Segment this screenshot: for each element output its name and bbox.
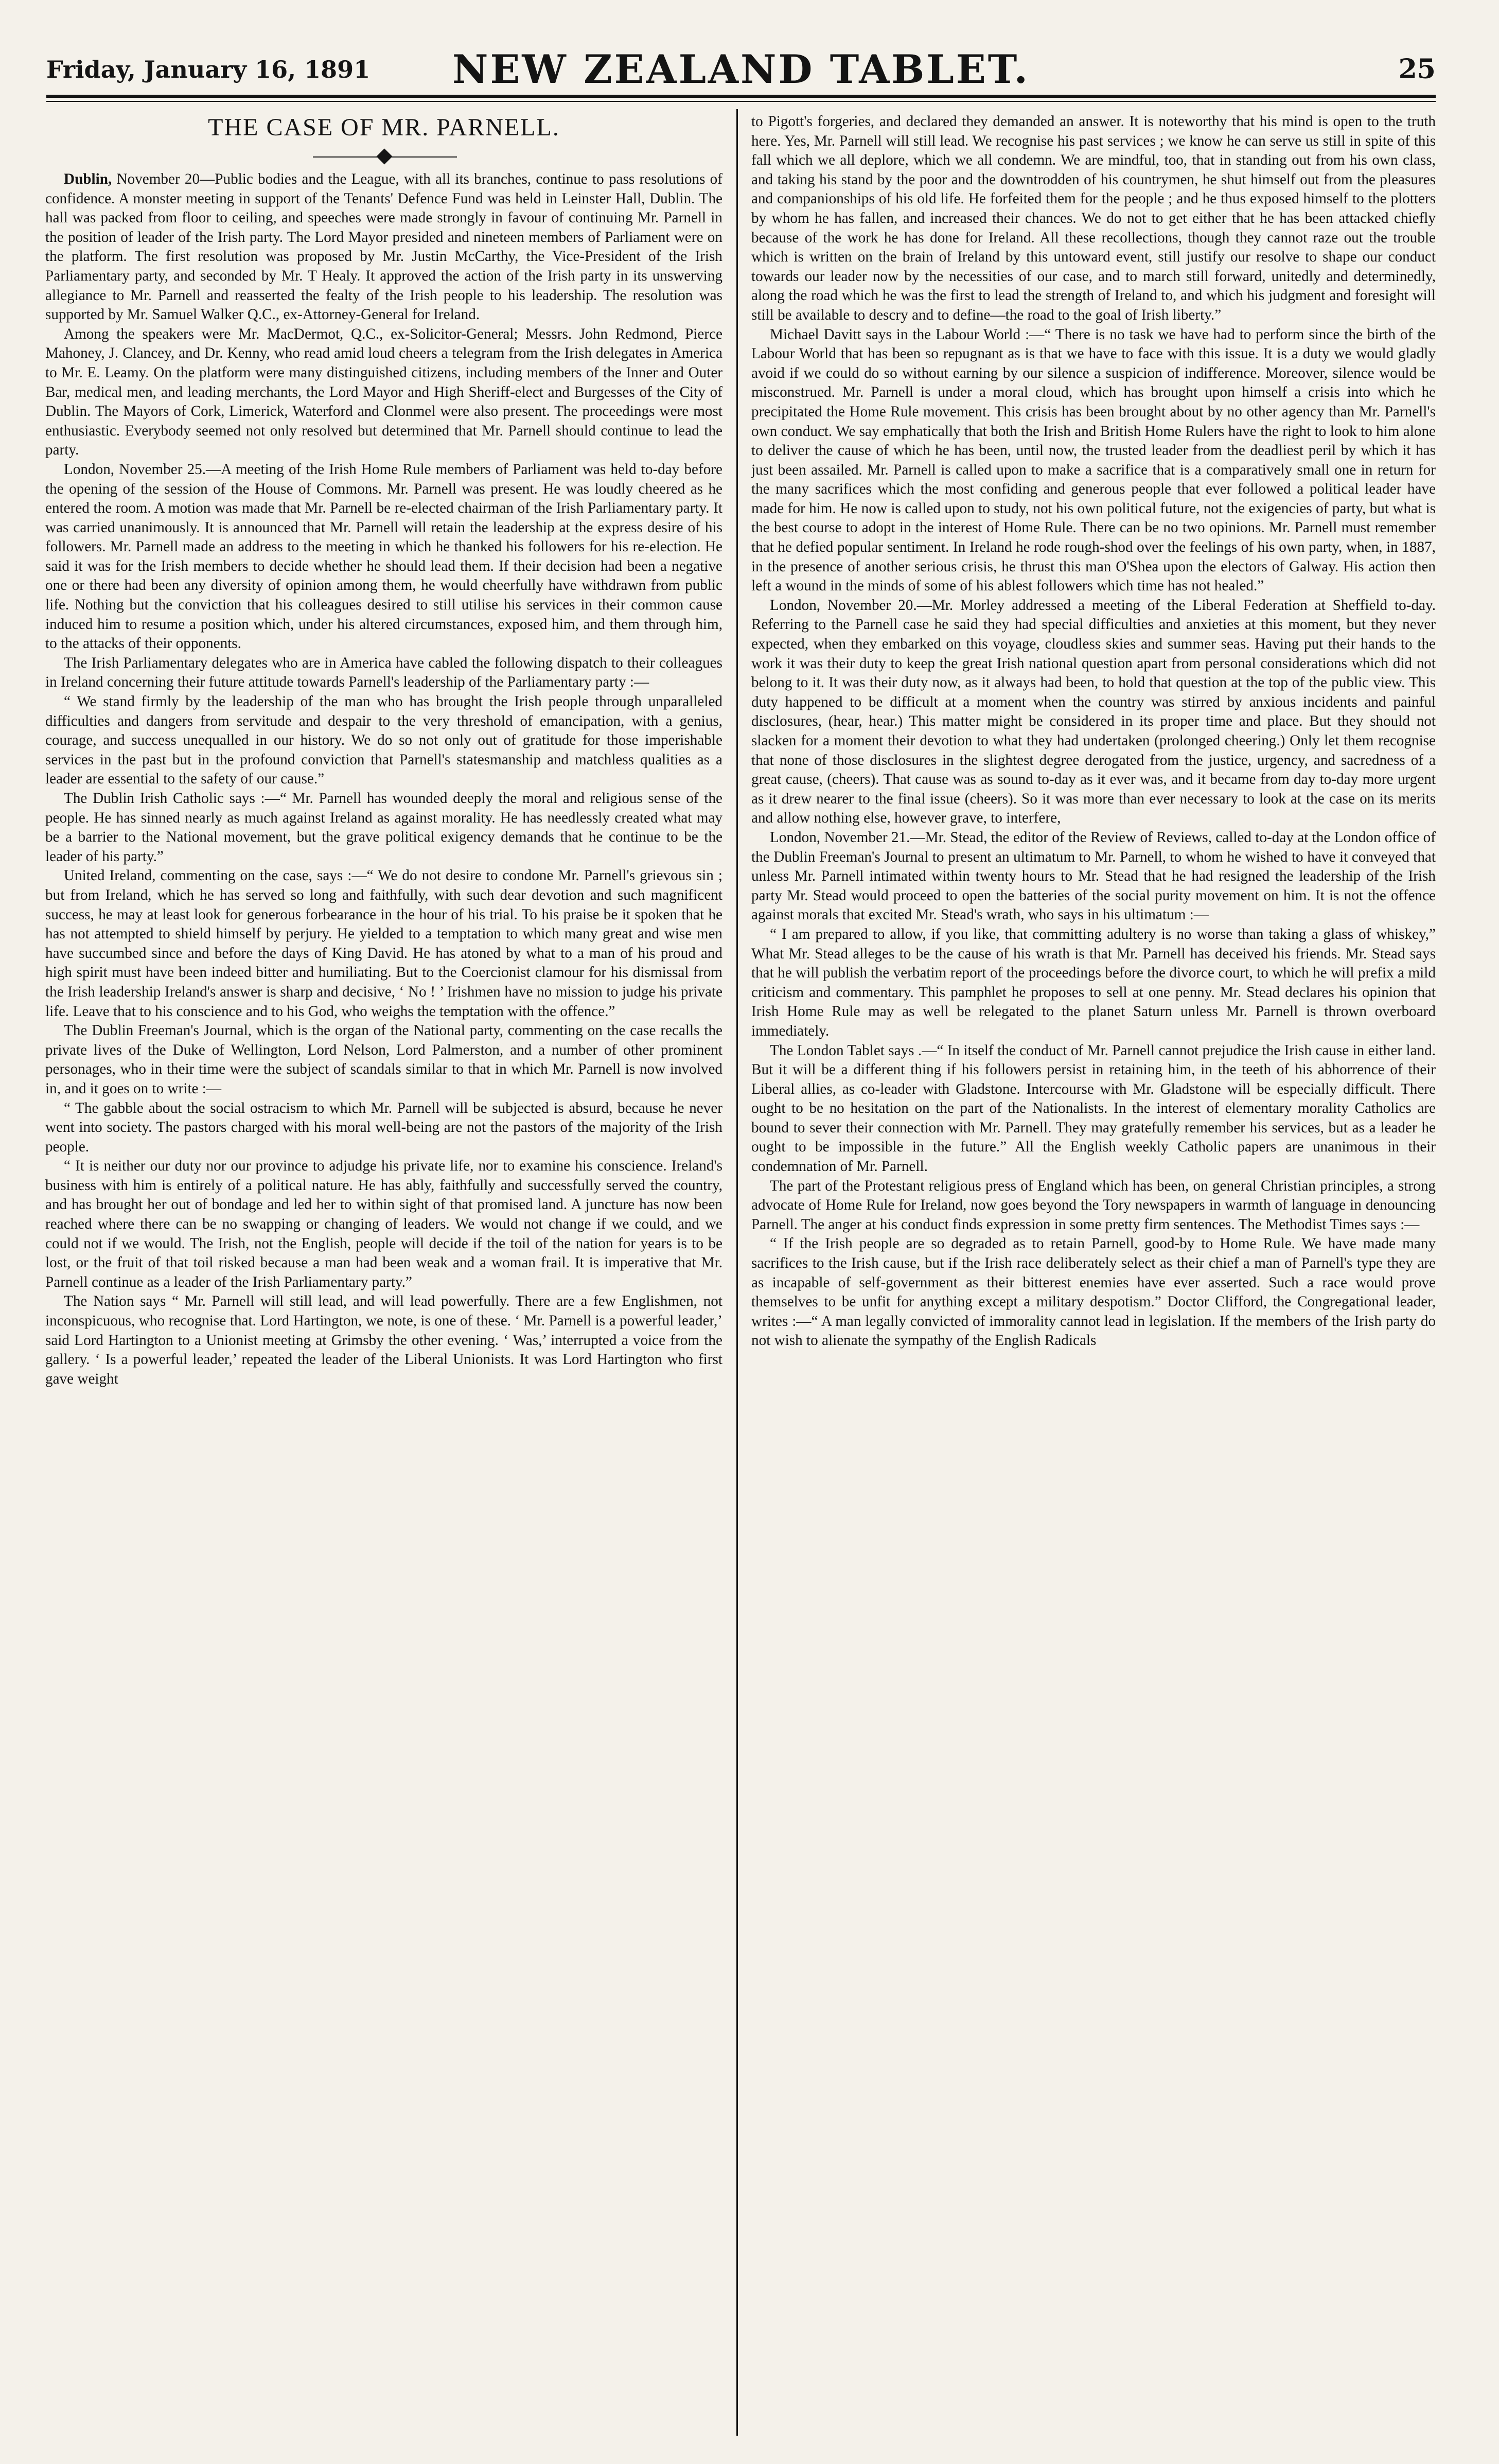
left-column-text <box>45 170 722 1389</box>
article-paragraph <box>751 925 1436 1041</box>
newspaper-title: NEW ZEALAND TABLET. <box>452 46 1030 92</box>
paragraph-text: to Pigott's forgeries, and declared they demanded an answer. It is noteworthy that his mind is open to the truth here. Yes, Mr. Parnell will still lead. We recognise his past services ; we know he can serve us still in spite of this fall which we all deplore, which we all condemn. We are mindful, too, that in standing out from his own class, and taking his stand by the poor and the downtrodden of his countrymen, he shut himself out from the pleasures and companionships of his old life. He forfeited them for the people ; and he thus exposed himself to the plotters by whom he has fallen, and increased their chances. We do not to get either that he has been attacked chiefly because of the work he has done for Ireland. All these recollections, though they cannot raze out the trouble which is written on the brain of Ireland by this untoward event, still justify our resolve to shape our conduct towards our leader now by the necessities of our case, and to march still forward, unitedly and determinedly, along the road which he was the first to lead the strength of Ireland to, and which his judgment and foresight will still be available to descry and to define—the road to the goal of Irish liberty.” <box>751 113 1436 323</box>
paragraph-text: “ It is neither our duty nor our province to adjudge his private life, nor to examine his conscience. Ireland's business with him is entirely of a political nature. He has ably, faithfully and successfully served the country, and has brought her out of bondage and led her to within sight of that promised land. A juncture has now been reached where there can be no swapping or changing of leaders. We would not change if we could, and we could not if we would. The Irish, not the English, people will decide if the toil of the nation for years is to be lost, or the fruit of that toil risked because a man had been weak and a woman frail. It is imperative that Mr. Parnell continue as a leader of the Irish Parliamentary party.” <box>45 1158 722 1290</box>
right-column <box>751 112 1436 2449</box>
paragraph-text: November 20—Public bodies and the League, with all its branches, continue to pass resolutions of confidence. A monster meeting in support of the Tenants' Defence Fund was held in Leinster Hall, Dublin. The hall was packed from floor to ceiling, and speeches were made strongly in favour of continuing Mr. Parnell in the position of leader of the Irish party. The Lord Mayor presided and nineteen members of Parliament were on the platform. The first resolution was proposed by Mr. Justin McCarthy, the Vice-President of the Irish Parliamentary party, and seconded by Mr. T Healy. It approved the action of the Irish party in its unswerving allegiance to Mr. Parnell and reasserted the fealty of the Irish people to his leadership. The resolution was supported by Mr. Samuel Walker Q.C., ex-Attorney-General for Ireland. <box>45 171 722 323</box>
article-paragraph <box>751 1177 1436 1235</box>
article-paragraph <box>45 1021 722 1098</box>
paragraph-text: “ If the Irish people are so degraded as to retain Parnell, good-by to Home Rule. We have made many sacrifices to the Irish cause, but if the Irish race deliberately select as their chief a man of Parnell's type they are as incapable of self-government as their bitterest enemies have ever asserted. Such a race would prove themselves to be unfit for anything except a military despotism.” Doctor Clifford, the Congregational leader, writes :—“ A man legally convicted of immorality cannot lead in legislation. If the members of the Irish party do not wish to alienate the sympathy of the English Radicals <box>751 1235 1436 1349</box>
paragraph-text: Among the speakers were Mr. MacDermot, Q.C., ex-Solicitor-General; Messrs. John Redmond, Pierce Mahoney, J. Clancey, and Dr. Kenny, who read amid loud cheers a telegram from the Irish delegates in America to Mr. E. Leamy. On the platform were many distinguished citizens, including members of the Inner and Outer Bar, medical men, and leading merchants, the Lord Mayor and High Sheriff-elect and Burgesses of the City of Dublin. The Mayors of Cork, Limerick, Waterford and Clonmel were also present. The proceedings were most enthusiastic. Everybody seemed not only resolved but determined that Mr. Parnell should continue to lead the party. <box>45 325 722 459</box>
paragraph-text: Michael Davitt says in the Labour World :—“ There is no task we have had to perform since the birth of the Labour World that has been so repugnant as is that we have to face with this issue. It is a duty we would gladly avoid if we could do so without earning by our silence a suspicion of indifference. Moreover, silence would be misconstrued. Mr. Parnell is under a moral cloud, which has brought upon himself a crisis into which he precipitated the Home Rule movement. This crisis has been brought about by no other agency than Mr. Parnell's own conduct. We say emphatically that both the Irish and British Home Rulers have the right to look to him alone to deliver the cause of which he has been, until now, the trusted leader from the deadliest peril by which it has just been assailed. Mr. Parnell is called upon to make a sacrifice that is a comparatively small one in return for the many sacrifices which the most confiding and generous people that ever followed a political leader have made for him. He now is called upon to study, not his own political future, not the exigencies of party, but what is the best course to adopt in the interest of Home Rule. There can be no two opinions. Mr. Parnell must remember that he defied popular sentiment. In Ireland he rode rough-shod over the feelings of his own party, when, in 1887, in the presence of another serious crisis, he thrust this man O'Shea upon the electors of Galway. His action then left a wound in the minds of some of his ablest followers which time has not healed.” <box>751 326 1436 595</box>
article-paragraph <box>45 460 722 654</box>
masthead-rule <box>46 95 1436 98</box>
paragraph-text: The Dublin Freeman's Journal, which is the organ of the National party, commenting on the case recalls the private lives of the Duke of Wellington, Lord Nelson, Lord Palmerston, and a number of other prominent personages, who in their time were the subject of scandals similar to that in which Mr. Parnell is now involved in, and it goes on to write :— <box>45 1022 722 1097</box>
paragraph-text: The Dublin Irish Catholic says :—“ Mr. Parnell has wounded deeply the moral and religious sense of the people. He has sinned nearly as much against Ireland as against morality. He has needlessly created what may be a barrier to the National movement, but the grave political exigency demands that he continue to be the leader of his party.” <box>45 790 722 865</box>
masthead <box>46 46 1436 90</box>
right-column-text <box>751 112 1436 1351</box>
paragraph-text: London, November 20.—Mr. Morley addressed a meeting of the Liberal Federation at Sheffield to-day. Referring to the Parnell case he said they had special difficulties and anxieties at this moment, but they never expected, when they embarked on this voyage, cloudless skies and summer seas. Having put their hands to the work it was their duty to keep the great Irish national question apart from personal considerations which did not belong to it. It was their duty now, as it always had been, to hold that question at the top of the public view. This duty happened to be difficult at a moment when the country was stirred by anxious incidents and painful disclosures, (hear, hear.) This matter might be considered in its proper time and place. But they should not slacken for a moment their devotion to what they had undertaken (prolonged cheering.) Only let them recognise that none of those disclosures in the slightest degree derogated from the justice, urgency, and sacredness of a great cause, (cheers). That cause was as sound to-day as it ever was, and it became from day to-day more urgent as it drew nearer to the final issue (cheers). So it was more than ever necessary to look at the case on its merits and allow nothing else, however grave, to interfere, <box>751 597 1436 827</box>
paragraph-text: “ The gabble about the social ostracism to which Mr. Parnell will be subjected is absurd, because he never went into society. The pastors charged with his moral well-being are not the pastors of the majority of the Irish people. <box>45 1099 722 1155</box>
paragraph-text: United Ireland, commenting on the case, says :—“ We do not desire to condone Mr. Parnell's grievous sin ; but from Ireland, which he has served so long and faithfully, with such dear devotion and such magnificent success, he may at least look for generous forbearance in the hour of his trial. To his praise be it spoken that he has not attempted to shield himself by perjury. He yielded to a temptation to which many great and wise men have succumbed since and before the days of King David. He has atoned by what to a man of his proud and high spirit must have been indeed bitter and humiliating. But to the Coercionist clamour for his dismissal from the Irish leadership Ireland's answer is sharp and decisive, ‘ No ! ’ Irishmen have no mission to judge his private life. Leave that to his conscience and to his God, who weighs the temptation with the offence.” <box>45 867 722 1020</box>
column-divider <box>736 109 738 2436</box>
article-paragraph <box>45 170 722 325</box>
paragraph-text: The London Tablet says .—“ In itself the conduct of Mr. Parnell cannot prejudice the Irish cause in either land. But it will be a different thing if his followers persist in retaining him, in the teeth of his abhorrence of their Liberal allies, as co-leader with Gladstone. Intercourse with Mr. Gladstone will be especially difficult. There ought to be no hesitation on the part of the Nationalists. In the interest of elementary morality Catholics are bound to sever their connection with Mr. Parnell. They may gratefully remember his services, but as a leader he ought to be impossible in the future.” All the English weekly Catholic papers are unanimous in their condemnation of Mr. Parnell. <box>751 1042 1436 1175</box>
paragraph-text: “ We stand firmly by the leadership of the man who has brought the Irish people through unparalleled difficulties and dangers from servitude and despair to the very threshold of emancipation, with a genius, courage, and success unequalled in our history. We do so not only out of gratitude for those imperishable services in the past but in the profound conviction that Parnell's statesmanship and matchless qualities as a leader are essential to the safety of our cause.” <box>45 693 722 788</box>
masthead-rule-thin <box>46 101 1436 102</box>
dateline: Dublin, <box>64 171 112 187</box>
article-paragraph <box>45 1292 722 1389</box>
article-paragraph <box>45 1157 722 1292</box>
paragraph-text: London, November 21.—Mr. Stead, the editor of the Review of Reviews, called to-day at the London office of the Dublin Freeman's Journal to present an ultimatum to Mr. Parnell, to whom he wished to have it conveyed that unless Mr. Parnell intimated within twenty hours to Mr. Stead that he had resigned the leadership of the Irish party Mr. Stead would proceed to open the batteries of the social purity movement on him. It is not the offence against morals that excited Mr. Stead's wrath, who says in his ultimatum :— <box>751 829 1436 923</box>
article-paragraph <box>751 112 1436 325</box>
article-paragraph <box>751 828 1436 925</box>
headline-ornament <box>45 148 722 166</box>
article-paragraph <box>751 1234 1436 1351</box>
article-paragraph <box>45 692 722 789</box>
paragraph-text: The Nation says “ Mr. Parnell will still lead, and will lead powerfully. There are a few Englishmen, not inconspicuous, who recognise that. Lord Hartington, we note, is one of these. ‘ Mr. Parnell is a powerful leader,’ said Lord Hartington to a Unionist meeting at Grimsby the other evening. ‘ Was,’ interrupted a voice from the gallery. ‘ Is a powerful leader,’ repeated the leader of the Liberal Unionists. It was Lord Hartington who first gave weight <box>45 1293 722 1387</box>
article-paragraph <box>751 1041 1436 1177</box>
issue-date: Friday, January 16, 1891 <box>46 56 371 83</box>
left-column <box>45 112 722 2449</box>
article-paragraph <box>751 596 1436 828</box>
article-paragraph <box>45 325 722 460</box>
article-paragraph <box>45 1099 722 1157</box>
article-paragraph <box>45 866 722 1021</box>
paragraph-text: London, November 25.—A meeting of the Irish Home Rule members of Parliament was held to-day before the opening of the session of the House of Commons. Mr. Parnell was present. He was loudly cheered as he entered the room. A motion was made that Mr. Parnell be re-elected chairman of the Irish Parliamentary party. It was carried unanimously. It is announced that Mr. Parnell will retain the leadership at the express desire of his followers. Mr. Parnell made an address to the meeting in which he thanked his followers for his re-election. He said it was for the Irish members to decide whether he should lead them. If their decision had been a negative one or there had been any diversity of opinion among them, he would cheerfully have withdrawn from public life. Nothing but the conviction that his colleagues desired to still utilise his services in their common cause induced him to resume a position which, under his altered circumstances, exposed him, and them through him, to the attacks of their opponents. <box>45 461 722 652</box>
article-headline: THE CASE OF MR. PARNELL. <box>208 114 560 141</box>
paragraph-text: The Irish Parliamentary delegates who are in America have cabled the following dispatch to their colleagues in Ireland concerning their future attitude towards Parnell's leadership of the Parliamentary party :— <box>45 654 722 691</box>
article-paragraph <box>45 654 722 692</box>
article-paragraph <box>751 325 1436 596</box>
article-paragraph <box>45 789 722 866</box>
page-number: 25 <box>1398 54 1436 85</box>
paragraph-text: The part of the Protestant religious press of England which has been, on general Christian principles, a strong advocate of Home Rule for Ireland, now goes beyond the Tory newspapers in warmth of language in denouncing Parnell. The anger at his conduct finds expression in some pretty firm sentences. The Methodist Times says :— <box>751 1177 1436 1233</box>
paragraph-text: “ I am prepared to allow, if you like, that committing adultery is no worse than taking a glass of whiskey,” What Mr. Stead alleges to be the cause of his wrath is that Mr. Parnell has deceived his friends. Mr. Stead says that he will publish the verbatim report of the proceedings before the divorce court, to which he will prefix a mild criticism and commentary. This pamphlet he proposes to sell at one penny. Mr. Stead declares his opinion that Irish Home Rule may as well be relegated to the planet Saturn unless Mr. Parnell is thrown overboard immediately. <box>751 925 1436 1039</box>
